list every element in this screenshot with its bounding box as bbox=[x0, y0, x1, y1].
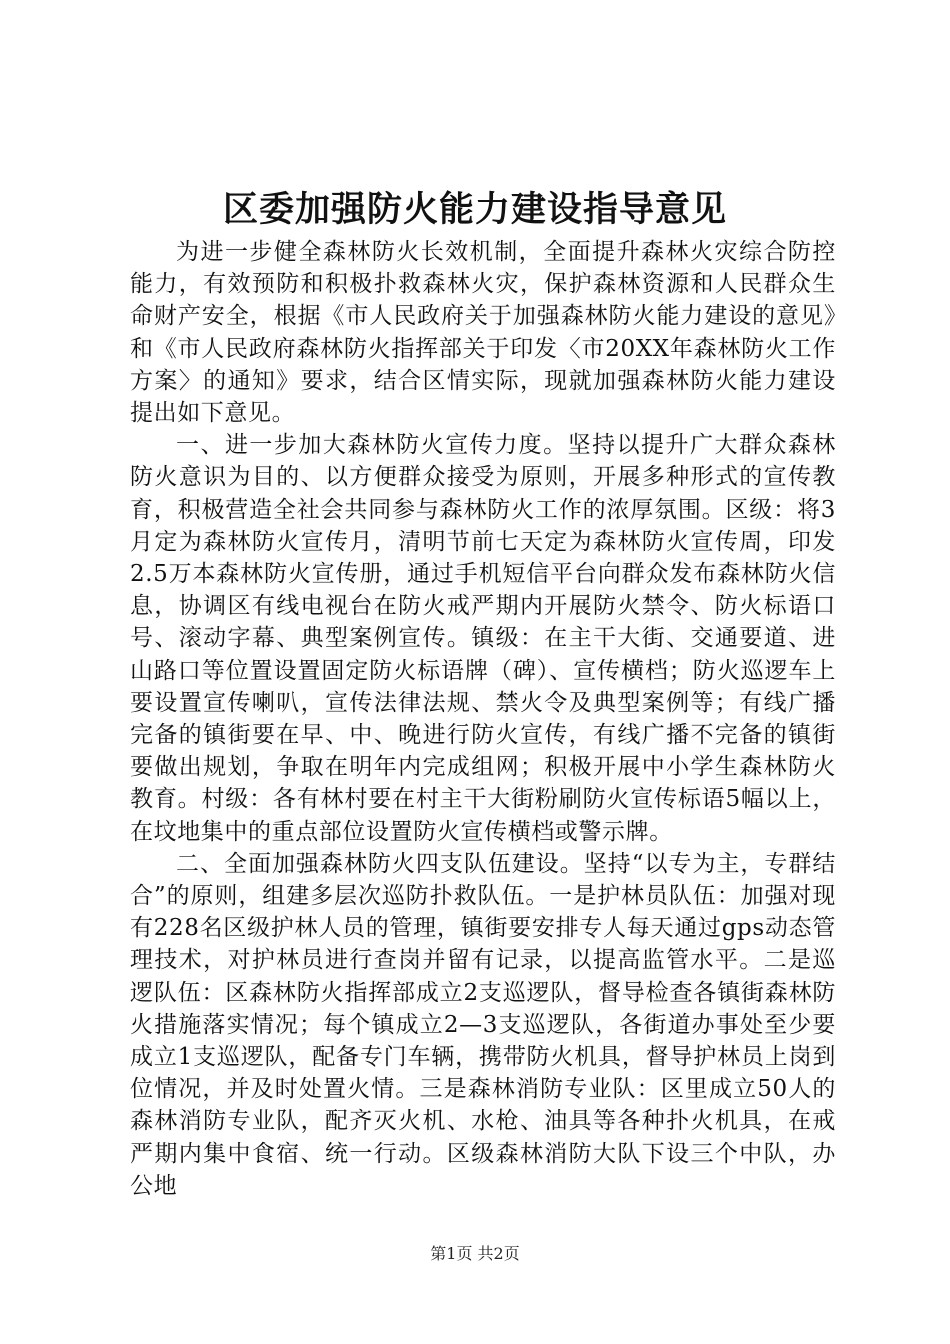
document-body bbox=[130, 236, 836, 1202]
document-title: 区委加强防火能力建设指导意见 bbox=[222, 189, 727, 230]
page-number-footer: 第1页 共2页 bbox=[430, 1244, 520, 1263]
paragraph-section-one: 一、进一步加大森林防火宣传力度。坚持以提升广大群众森林防火意识为目的、以方便群众接受为原则，开展多种形式的宣传教育，积极营造全社会共同参与森林防火工作的浓厚氛围。区级：将3月定为森林防火宣传月，清明节前七天定为森林防火宣传周，印发2.5万本森林防火宣传册，通过手机短信平台向群众发布森林防火信息，协调区有线电视台在防火戒严期内开展防火禁令、防火标语口号、滚动字幕、典型案例宣传。镇级：在主干大街、交通要道、进山路口等位置设置固定防火标语牌（碑）、宣传横档；防火巡逻车上要设置宣传喇叭，宣传法律法规、禁火令及典型案例等；有线广播完备的镇街要在早、中、晚进行防火宣传，有线广播不完备的镇街要做出规划，争取在明年内完成组网；积极开展中小学生森林防火教育。村级：各有林村要在村主干大街粉刷防火宣传标语5幅以上，在坟地集中的重点部位设置防火宣传横档或警示牌。 bbox=[130, 432, 836, 845]
paragraph-section-two: 二、全面加强森林防火四支队伍建设。坚持“以专为主，专群结合”的原则，组建多层次巡防扑救队伍。一是护林员队伍：加强对现有228名区级护林人员的管理，镇街要安排专人每天通过gps动态管理技术，对护林员进行查岗并留有记录，以提高监管水平。二是巡逻队伍：区森林防火指挥部成立2支巡逻队，督导检查各镇街森林防火措施落实情况；每个镇成立2—3支巡逻队，各街道办事处至少要成立1支巡逻队，配备专门车辆，携带防火机具，督导护林员上岗到位情况，并及时处置火情。三是森林消防专业队：区里成立50人的森林消防专业队，配齐灭火机、水枪、油具等各种扑火机具，在戒严期内集中食宿、统一行动。区级森林消防大队下设三个中队，办公地 bbox=[130, 850, 836, 1199]
paragraph-intro: 为进一步健全森林防火长效机制，全面提升森林火灾综合防控能力，有效预防和积极扑救森林火灾，保护森林资源和人民群众生命财产安全，根据《市人民政府关于加强森林防火能力建设的意见》和《市人民政府森林防火指挥部关于印发〈市20XX年森林防火工作方案〉的通知》要求，结合区情实际，现就加强森林防火能力建设提出如下意见。 bbox=[130, 239, 836, 427]
